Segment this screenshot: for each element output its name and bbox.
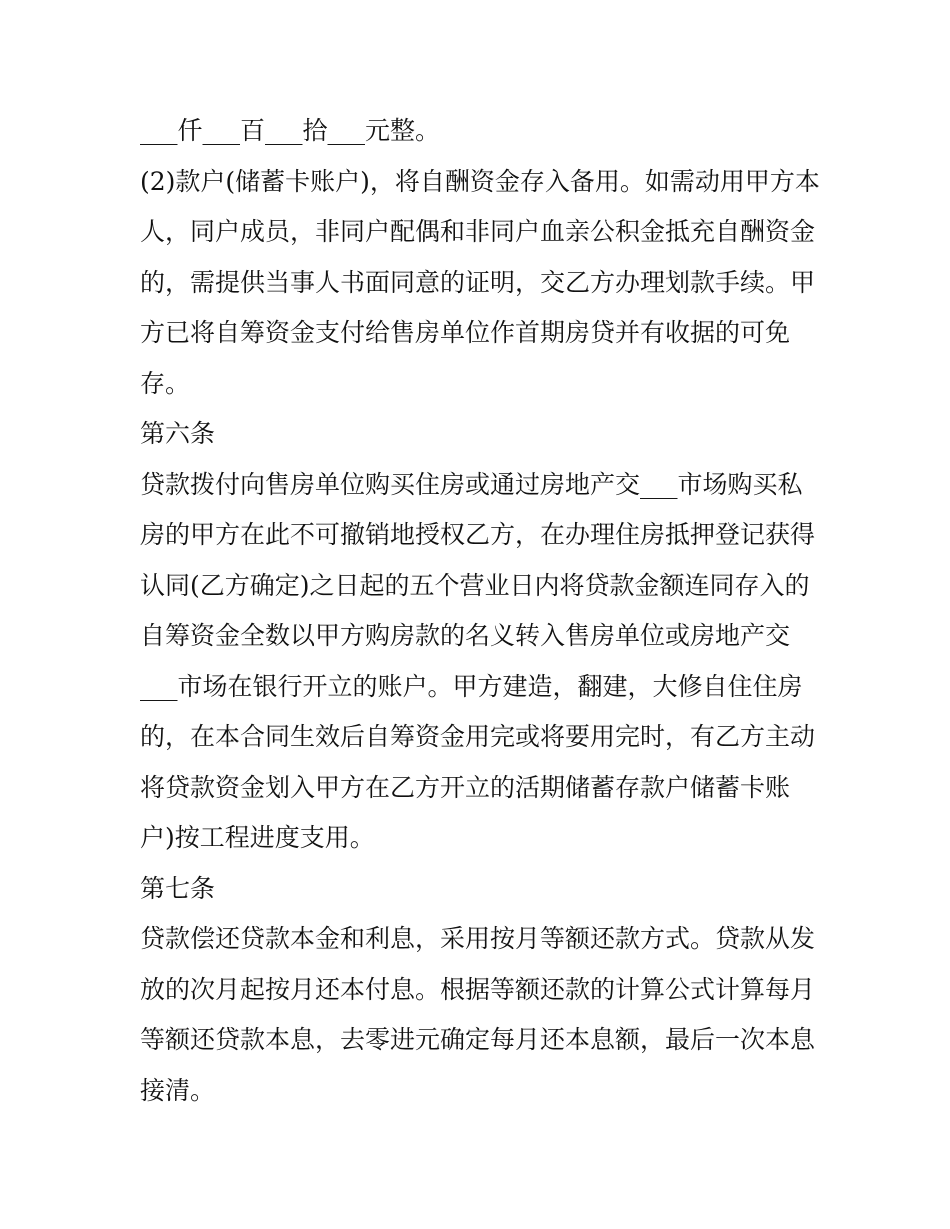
text-line: 贷款拨付向售房单位购买住房或通过房地产交___市场购买私 [140,469,803,499]
text-line: 等额还贷款本息，去零进元确定每月还本息额，最后一次本息 [140,1025,816,1054]
contract-text [140,106,820,1116]
section-heading: 第七条 [140,873,216,903]
text-line: 存。 [140,368,191,398]
text-line: (2)款户(储蓄卡账户)，将自酬资金存入备用。如需动用甲方本 [140,166,820,196]
text-line: 方已将自筹资金支付给售房单位作首期房贷并有收据的可免 [140,318,791,347]
text-line: 贷款偿还贷款本金和利息，采用按月等额还款方式。贷款从发 [140,924,816,953]
section-heading: 第六条 [140,419,216,448]
text-line: 自筹资金全数以甲方购房款的名义转入售房单位或房地产交 [140,621,791,650]
text-line: 户)按工程进度支用。 [140,823,375,852]
text-line: 放的次月起按月还本付息。根据等额还款的计算公式计算每月 [140,974,816,1004]
text-line: 人，同户成员，非同户配偶和非同户血亲公积金抵充自酬资金 [140,217,816,246]
text-line: 房的甲方在此不可撤销地授权乙方，在办理住房抵押登记获得 [140,520,816,549]
text-line: 接清。 [140,1075,216,1105]
text-line: 认同(乙方确定)之日起的五个营业日内将贷款金额连同存入的 [140,570,810,600]
text-line: ___市场在银行开立的账户。甲方建造，翻建，大修自住住房 [140,671,803,701]
text-line: 的，需提供当事人书面同意的证明，交乙方办理划款手续。甲 [140,267,816,297]
text-line: 将贷款资金划入甲方在乙方开立的活期储蓄存款户储蓄卡账 [140,772,791,802]
text-line: 的，在本合同生效后自筹资金用完或将要用完时，有乙方主动 [140,722,816,751]
text-line: ___仟___百___拾___元整。 [140,116,441,145]
